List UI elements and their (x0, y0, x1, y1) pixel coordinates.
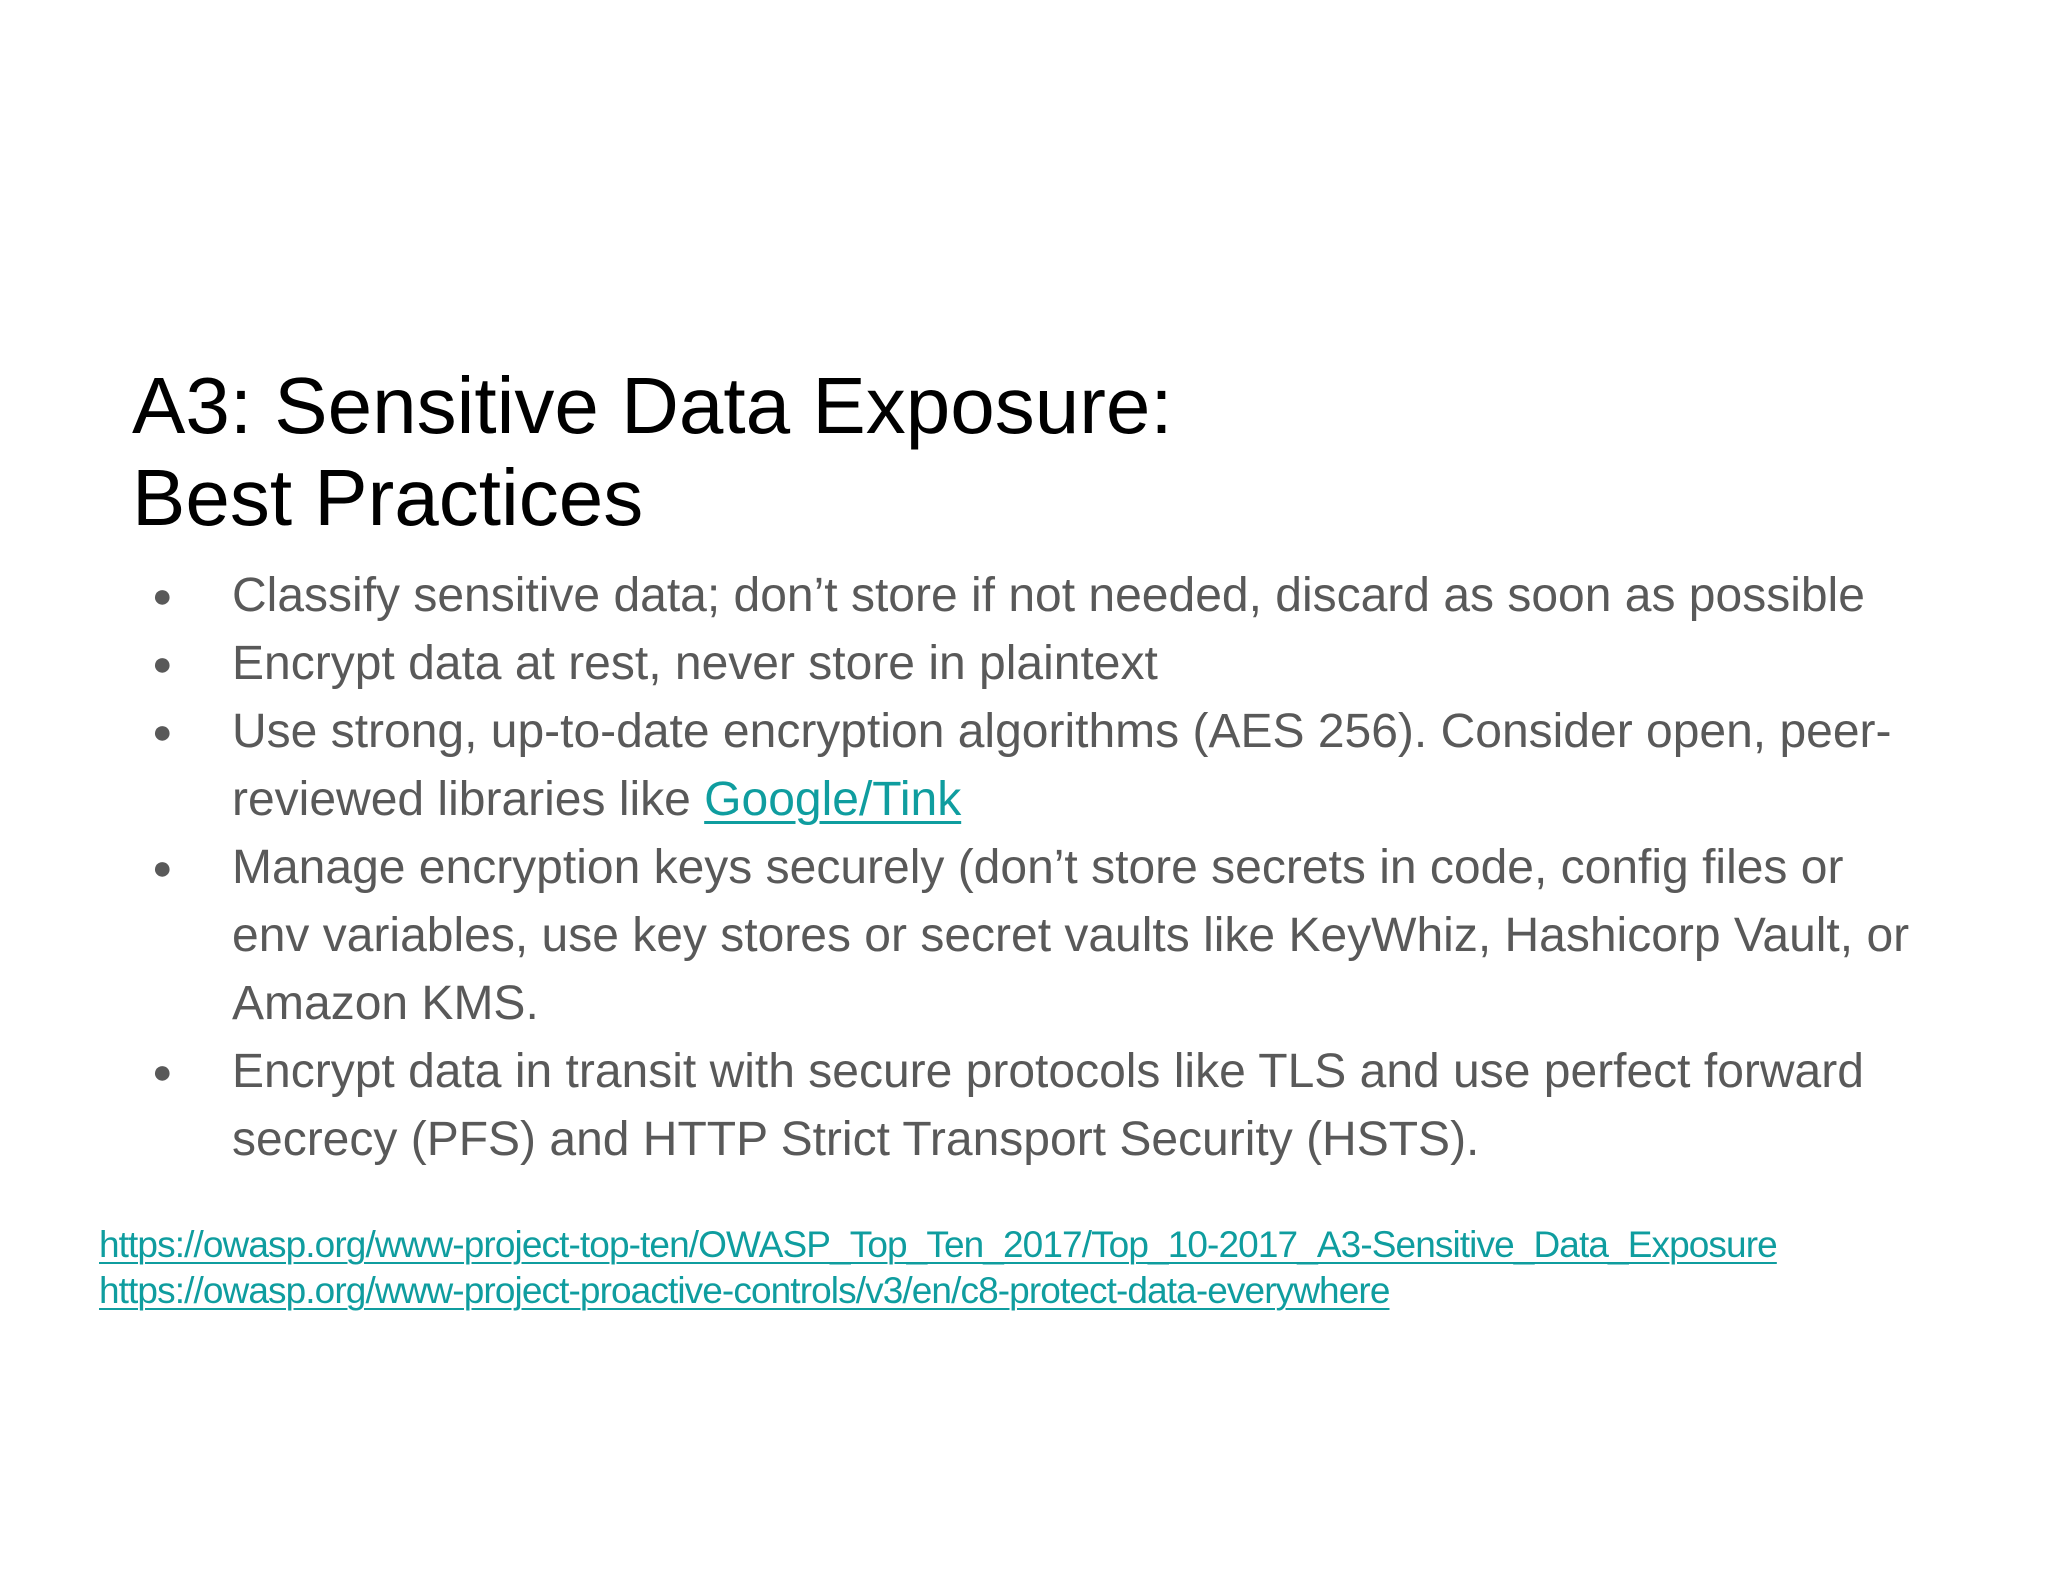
bullet-text: Use strong, up-to-date encryption algorithms (AES 256). Consider open, peer-reviewed libraries like (232, 705, 1892, 826)
bullet-dot-icon: ● (152, 645, 173, 683)
bullet-item-encrypt-in-transit (132, 1038, 1922, 1174)
bullet-text: Encrypt data in transit with secure protocols like TLS and use perfect forward secrecy (PFS) and HTTP Strict Transport Security (HSTS). (232, 1045, 1864, 1166)
bullet-text: Encrypt data at rest, never store in plaintext (232, 637, 1158, 690)
bullet-item-strong-algorithms (132, 698, 1922, 834)
title-line-1: A3: Sensitive Data Exposure: (132, 361, 1173, 450)
bullet-item-classify (132, 562, 1922, 630)
bullet-list (132, 562, 1922, 1174)
references (99, 1222, 1979, 1314)
bullet-text: Manage encryption keys securely (don’t store secrets in code, config files or env variables, use key stores or secret vaults like KeyWhiz, Hashicorp Vault, or Amazon KMS. (232, 841, 1910, 1030)
bullet-item-encrypt-at-rest (132, 630, 1922, 698)
title-line-2: Best Practices (132, 453, 644, 542)
owasp-proactive-controls-link[interactable]: https://owasp.org/www-project-proactive-controls/v3/en/c8-protect-data-everywhere (99, 1270, 1390, 1311)
bullet-dot-icon: ● (152, 577, 173, 615)
bullet-dot-icon: ● (152, 849, 173, 887)
bullet-text: Classify sensitive data; don’t store if not needed, discard as soon as possible (232, 569, 1865, 622)
owasp-top-ten-link[interactable]: https://owasp.org/www-project-top-ten/OWASP_Top_Ten_2017/Top_10-2017_A3-Sensitive_Data_Exposure (99, 1224, 1777, 1265)
bullet-dot-icon: ● (152, 1053, 173, 1091)
slide-title (132, 360, 1832, 544)
bullet-dot-icon: ● (152, 713, 173, 751)
bullet-item-manage-keys (132, 834, 1922, 1038)
google-tink-link[interactable]: Google/Tink (704, 773, 962, 826)
